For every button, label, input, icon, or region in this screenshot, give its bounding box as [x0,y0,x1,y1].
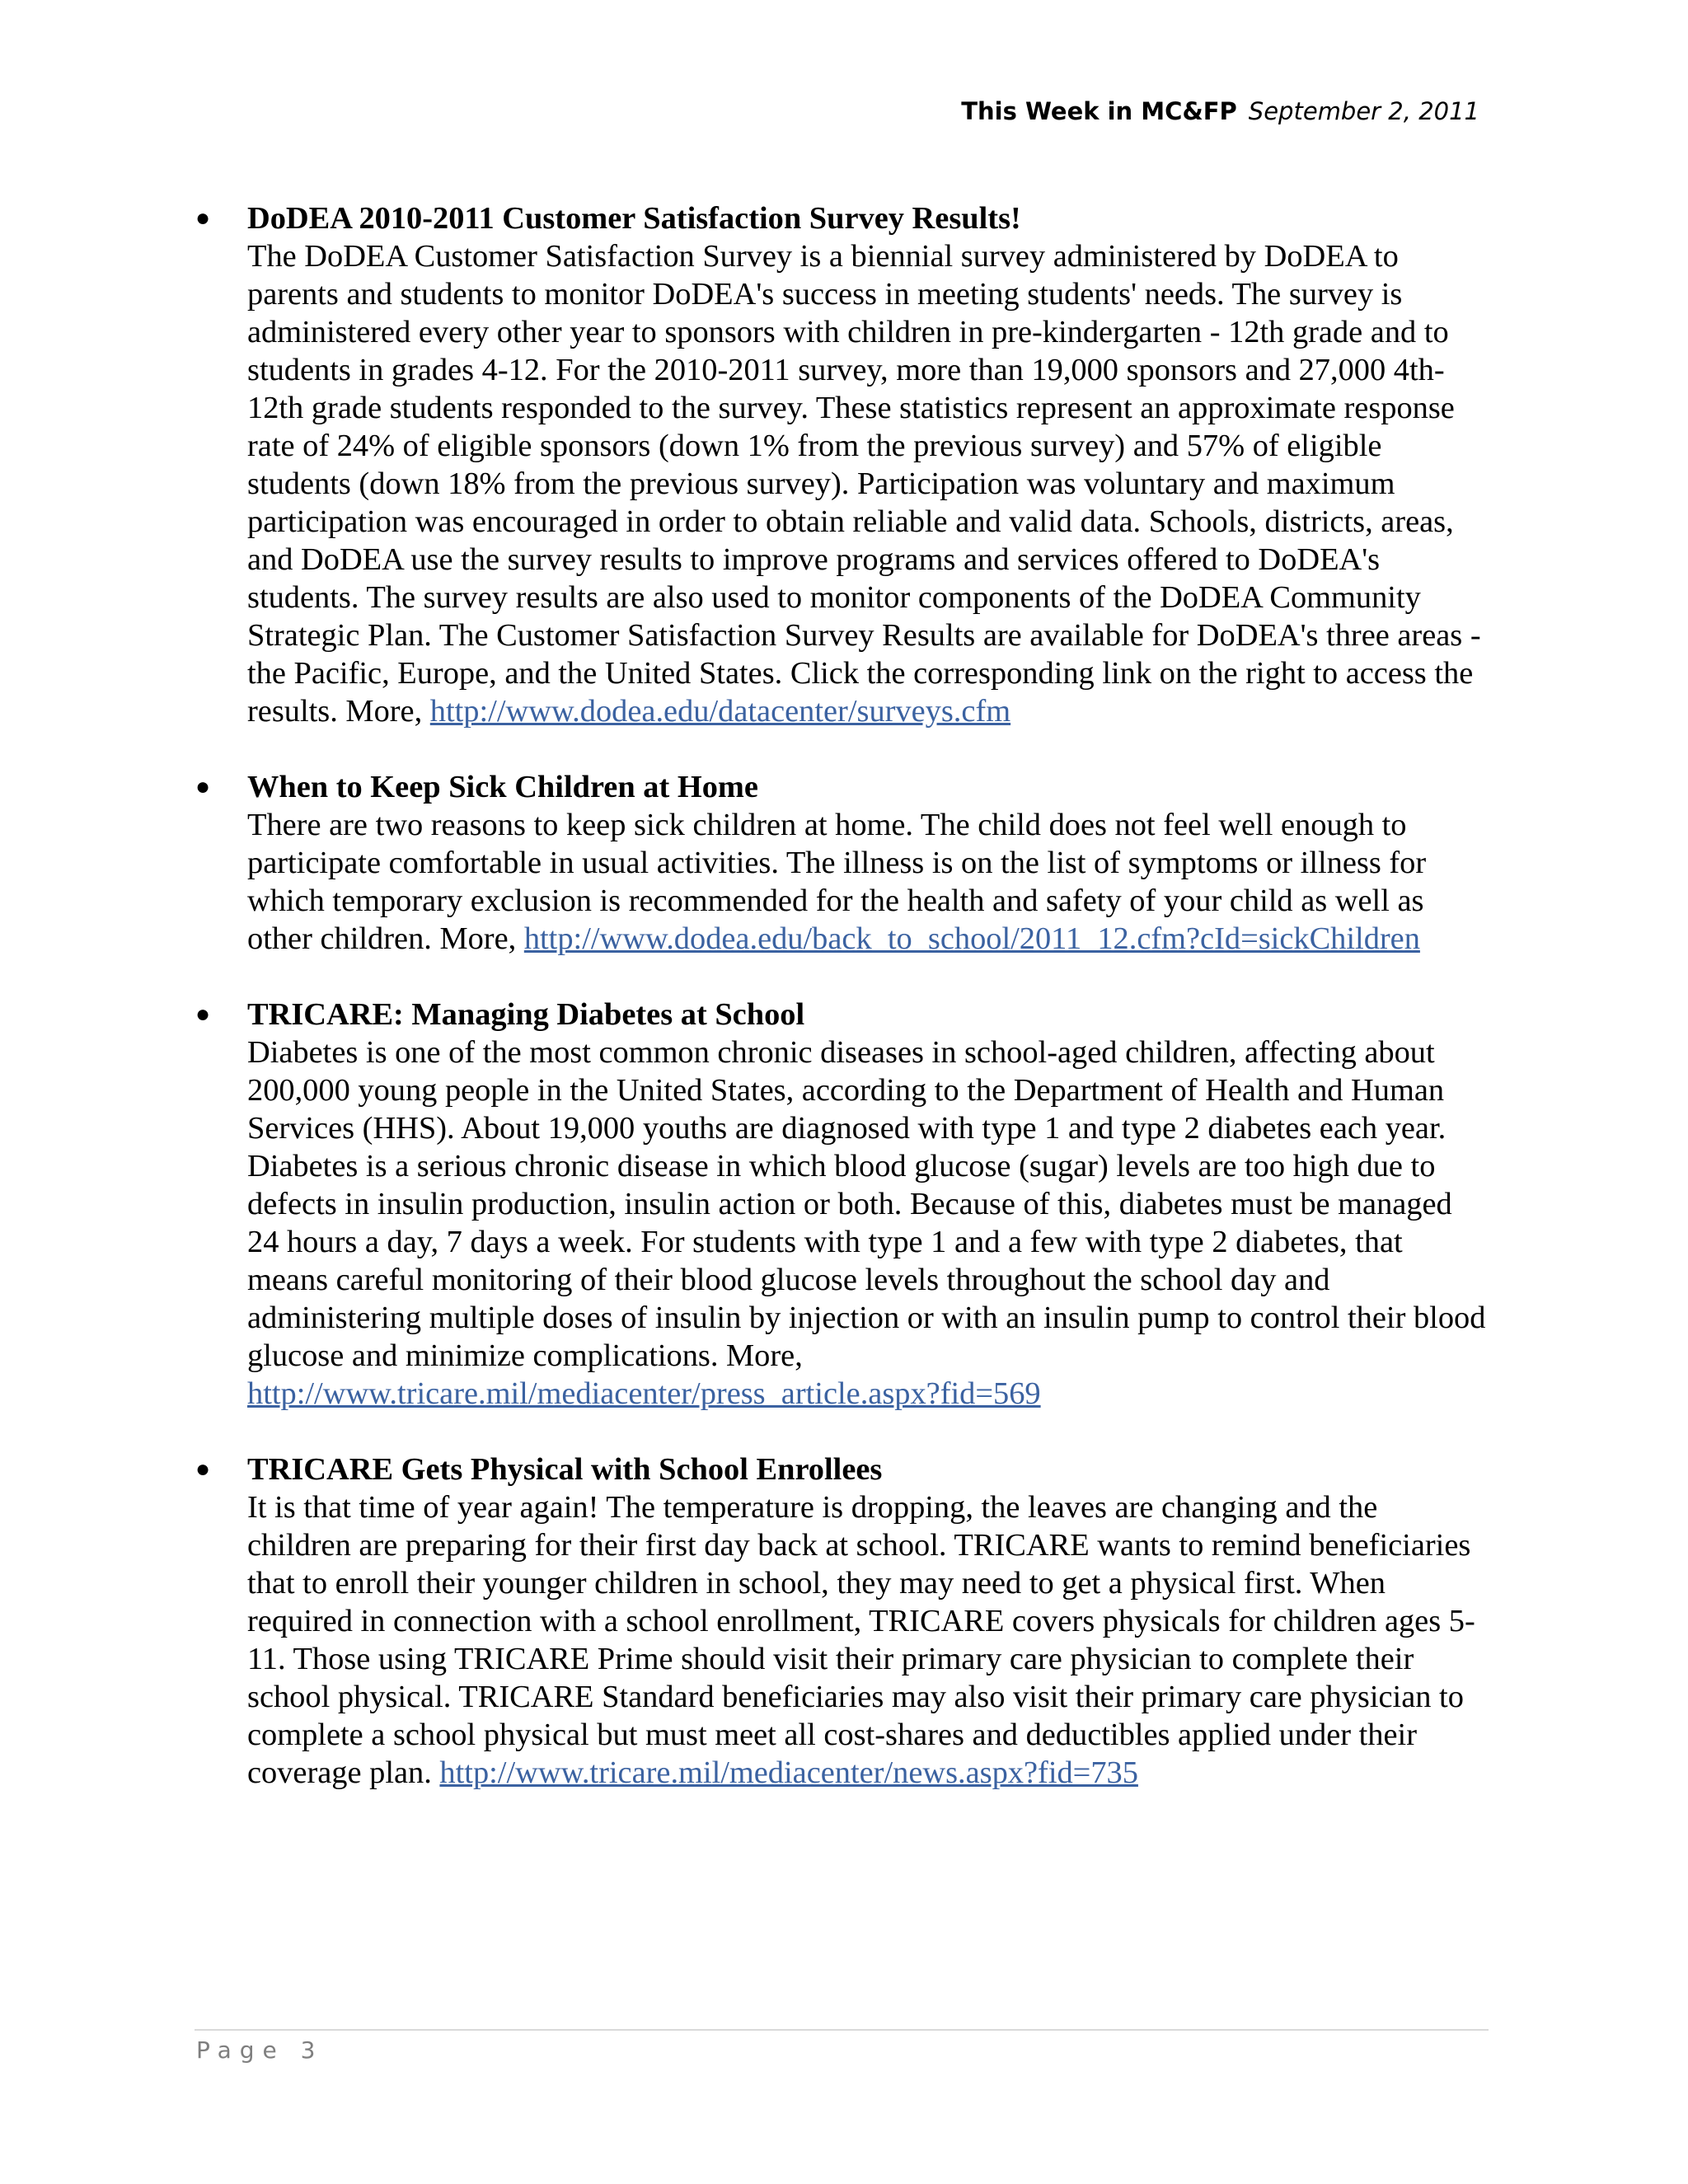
article-link[interactable]: http://www.dodea.edu/datacenter/surveys.cfm [429,694,1011,729]
article-item [195,768,1488,958]
newsletter-title: This Week in MC&FP [961,97,1237,125]
article-link[interactable]: http://www.dodea.edu/back_to_school/2011_12.cfm?cId=sickChildren [523,921,1420,956]
article-body: Diabetes is one of the most common chronic diseases in school-aged children, affecting about 200,000 young people in the United States, according to the Department of Health and Human Services (HHS). About 19,000 youths are diagnosed with type 1 and type 2 diabetes each year. Diabetes is a serious chronic disease in which blood glucose (sugar) levels are too high due to defects in insulin production, insulin action or both. Because of this, diabetes must be managed 24 hours a day, 7 days a week. For students with type 1 and a few with type 2 diabetes, that means careful monitoring of their blood glucose levels throughout the school day and administering multiple doses of insulin by injection or with an insulin pump to control their blood glucose and minimize complications. More, [247,1035,1486,1373]
bullet-dot-icon: ● [195,1455,211,1483]
bullet-dot-icon: ● [195,204,211,232]
bullet-dot-icon: ● [195,773,211,800]
article-body: There are two reasons to keep sick children at home. The child does not feel well enough to participate comfortable in usual activities. The illness is on the list of symptoms or illness for which temporary exclusion is recommended for the health and safety of your child as well as other children. More, [247,808,1427,956]
article-item [195,199,1488,730]
article-title: TRICARE Gets Physical with School Enrollees [247,1452,883,1487]
newsletter-date: September 2, 2011 [1248,97,1479,125]
article-link[interactable]: http://www.tricare.mil/mediacenter/press_article.aspx?fid=569 [247,1376,1041,1411]
article-body: It is that time of year again! The temperature is dropping, the leaves are changing and the children are preparing for their first day back at school. TRICARE wants to remind beneficiaries that to enroll their younger children in school, they may need to get a physical first. When required in connection with a school enrollment, TRICARE covers physicals for children ages 5-11. Those using TRICARE Prime should visit their primary care physician to complete their school physical. TRICARE Standard beneficiaries may also visit their primary care physician to complete a school physical but must meet all cost-shares and deductibles applied under their coverage plan. [247,1490,1475,1790]
article-item [195,1451,1488,1792]
bullet-dot-icon: ● [195,1001,211,1028]
article-body: The DoDEA Customer Satisfaction Survey is a biennial survey administered by DoDEA to parents and students to monitor DoDEA's success in meeting students' needs. The survey is administered every other year to sponsors with children in pre-kindergarten - 12th grade and to students in grades 4-12. For the 2010-2011 survey, more than 19,000 sponsors and 27,000 4th-12th grade students responded to the survey. These statistics represent an approximate response rate of 24% of eligible sponsors (down 1% from the previous survey) and 57% of eligible students (down 18% from the previous survey). Participation was voluntary and maximum participation was encouraged in order to obtain reliable and valid data. Schools, districts, areas, and DoDEA use the survey results to improve programs and services offered to DoDEA's students. The survey results are also used to monitor components of the DoDEA Community Strategic Plan. The Customer Satisfaction Survey Results are available for DoDEA's three areas - the Pacific, Europe, and the United States. Click the corresponding link on the right to access the results. More, [247,239,1481,729]
page-header [961,97,1479,125]
article-link[interactable]: http://www.tricare.mil/mediacenter/news.aspx?fid=735 [439,1755,1138,1790]
article-item [195,996,1488,1413]
article-title: TRICARE: Managing Diabetes at School [247,997,805,1032]
footer-divider [195,2029,1489,2031]
page-number: Page 3 [196,2036,324,2064]
article-title: DoDEA 2010-2011 Customer Satisfaction Survey Results! [247,201,1021,236]
article-list [195,199,1488,1830]
article-title: When to Keep Sick Children at Home [247,770,758,804]
